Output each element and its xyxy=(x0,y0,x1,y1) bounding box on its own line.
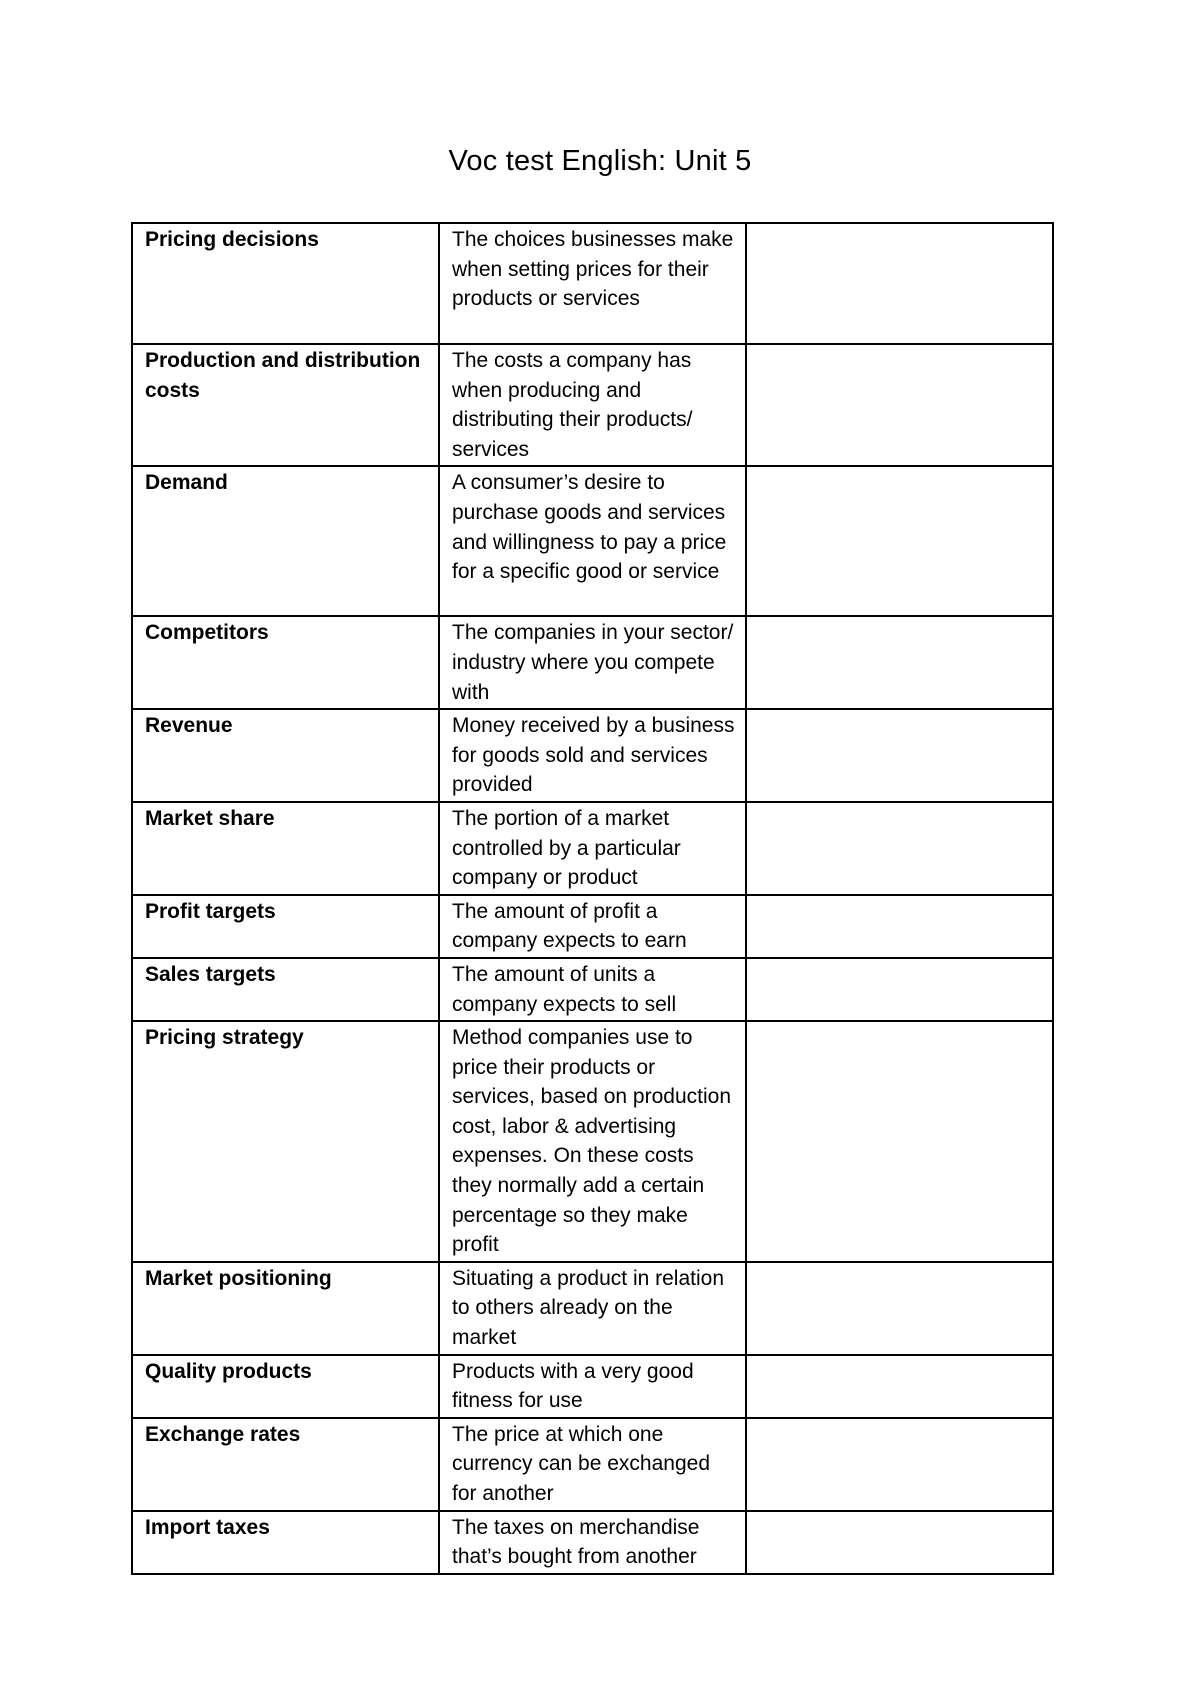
page-title: Voc test English: Unit 5 xyxy=(448,145,752,177)
answer-cell[interactable] xyxy=(746,466,1053,616)
term-cell: Exchange rates xyxy=(132,1418,439,1511)
table-row xyxy=(132,1355,1053,1418)
term-cell: Demand xyxy=(132,466,439,616)
term-cell: Sales targets xyxy=(132,958,439,1021)
vocabulary-table xyxy=(131,222,1054,1575)
definition-cell: The taxes on merchandise that’s bought from another xyxy=(439,1511,746,1574)
answer-cell[interactable] xyxy=(746,1355,1053,1418)
answer-cell[interactable] xyxy=(746,709,1053,802)
definition-cell: The companies in your sector/ industry where you compete with xyxy=(439,616,746,709)
table-row xyxy=(132,1021,1053,1262)
table-row xyxy=(132,1418,1053,1511)
table-row xyxy=(132,802,1053,895)
definition-cell: Situating a product in relation to others already on the market xyxy=(439,1262,746,1355)
term-cell: Market share xyxy=(132,802,439,895)
table-row xyxy=(132,1262,1053,1355)
term-cell: Quality products xyxy=(132,1355,439,1418)
table-row xyxy=(132,1511,1053,1574)
term-cell: Pricing strategy xyxy=(132,1021,439,1262)
definition-cell: The choices businesses make when setting prices for their products or services xyxy=(439,223,746,344)
table-row xyxy=(132,223,1053,344)
term-cell: Competitors xyxy=(132,616,439,709)
answer-cell[interactable] xyxy=(746,1418,1053,1511)
term-cell: Market positioning xyxy=(132,1262,439,1355)
table-row xyxy=(132,616,1053,709)
answer-cell[interactable] xyxy=(746,616,1053,709)
definition-cell: A consumer’s desire to purchase goods and services and willingness to pay a price for a specific good or service xyxy=(439,466,746,616)
answer-cell[interactable] xyxy=(746,1511,1053,1574)
answer-cell[interactable] xyxy=(746,223,1053,344)
table-row xyxy=(132,344,1053,466)
definition-cell: Products with a very good fitness for use xyxy=(439,1355,746,1418)
answer-cell[interactable] xyxy=(746,895,1053,958)
answer-cell[interactable] xyxy=(746,344,1053,466)
table-row xyxy=(132,709,1053,802)
definition-cell: Money received by a business for goods sold and services provided xyxy=(439,709,746,802)
table-row xyxy=(132,466,1053,616)
term-cell: Profit targets xyxy=(132,895,439,958)
answer-cell[interactable] xyxy=(746,1262,1053,1355)
answer-cell[interactable] xyxy=(746,802,1053,895)
definition-cell: Method companies use to price their products or services, based on production cost, labor & advertising expenses. On these costs they normally add a certain percentage so they make profit xyxy=(439,1021,746,1262)
term-cell: Production and distribution costs xyxy=(132,344,439,466)
definition-cell: The amount of profit a company expects to earn xyxy=(439,895,746,958)
answer-cell[interactable] xyxy=(746,1021,1053,1262)
definition-cell: The price at which one currency can be exchanged for another xyxy=(439,1418,746,1511)
table-row xyxy=(132,895,1053,958)
term-cell: Pricing decisions xyxy=(132,223,439,344)
answer-cell[interactable] xyxy=(746,958,1053,1021)
definition-cell: The amount of units a company expects to sell xyxy=(439,958,746,1021)
definition-cell: The portion of a market controlled by a particular company or product xyxy=(439,802,746,895)
term-cell: Import taxes xyxy=(132,1511,439,1574)
table-row xyxy=(132,958,1053,1021)
term-cell: Revenue xyxy=(132,709,439,802)
definition-cell: The costs a company has when producing and distributing their products/ services xyxy=(439,344,746,466)
